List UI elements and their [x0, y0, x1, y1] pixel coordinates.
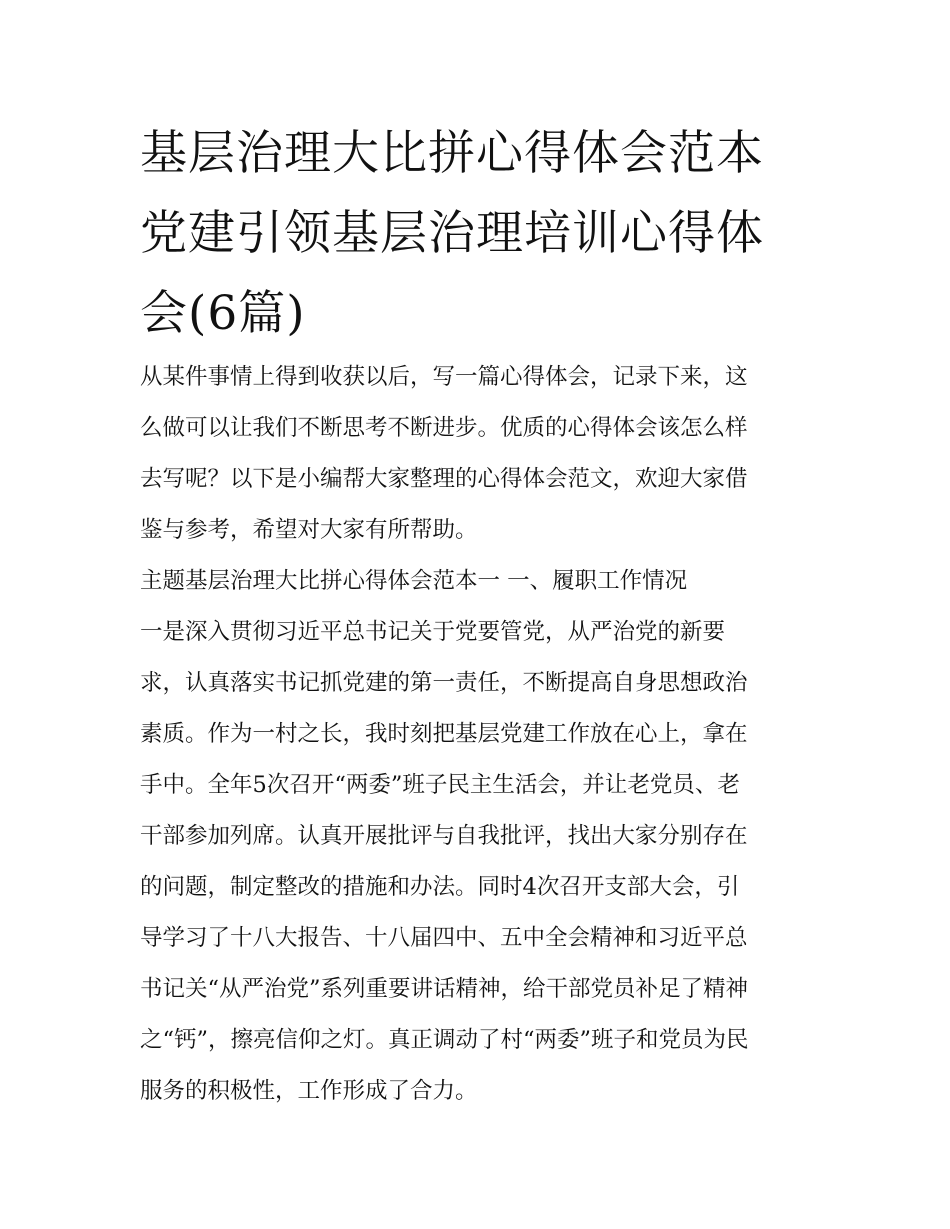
- body-line: 一是深入贯彻习近平总书记关于党要管党，从严治党的新要: [140, 619, 726, 645]
- body-line: 素质。作为一村之长，我时刻把基层党建工作放在心上，拿在: [140, 721, 748, 747]
- body-line: 么做可以让我们不断思考不断进步。优质的心得体会该怎么样: [140, 415, 748, 441]
- title-line-3: 会(6篇): [140, 286, 306, 341]
- title-line-1: 基层治理大比拼心得体会范本: [140, 126, 764, 181]
- document-title: [140, 114, 820, 354]
- title-line-2: 党建引领基层治理培训心得体: [140, 206, 764, 261]
- body-line: 之“钙”，擦亮信仰之灯。真正调动了村“两委”班子和党员为民: [140, 1027, 749, 1053]
- body-line: 求，认真落实书记抓党建的第一责任，不断提高自身思想政治: [140, 670, 748, 696]
- body-line: 的问题，制定整改的措施和办法。同时4次召开支部大会，引: [140, 874, 740, 900]
- document-body: [140, 352, 820, 1117]
- body-line: 鉴与参考，希望对大家有所帮助。: [140, 517, 478, 543]
- body-line: 去写呢？以下是小编帮大家整理的心得体会范文，欢迎大家借: [140, 466, 748, 492]
- body-line: 从某件事情上得到收获以后，写一篇心得体会，记录下来，这: [140, 364, 748, 390]
- body-line: 导学习了十八大报告、十八届四中、五中全会精神和习近平总: [140, 925, 748, 951]
- body-line: 书记关“从严治党”系列重要讲话精神，给干部党员补足了精神: [140, 976, 749, 1002]
- section-heading: 主题基层治理大比拼心得体会范本一 一、履职工作情况: [140, 568, 688, 594]
- body-line: 服务的积极性，工作形成了合力。: [140, 1078, 478, 1104]
- body-line: 干部参加列席。认真开展批评与自我批评，找出大家分别存在: [140, 823, 748, 849]
- body-line: 手中。全年5次召开“两委”班子民主生活会，并让老党员、老: [140, 772, 740, 798]
